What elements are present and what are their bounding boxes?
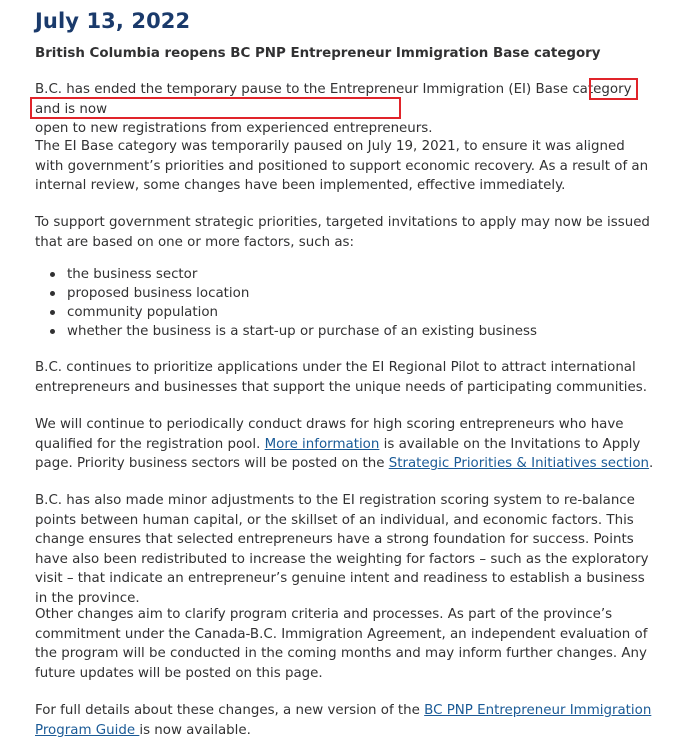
- draws-text-c: .: [649, 456, 654, 471]
- list-item: [67, 265, 537, 284]
- guide-text-b: is now available.: [139, 722, 251, 738]
- highlight-box-line2: [30, 97, 401, 119]
- highlight-box-is-now: [589, 78, 638, 100]
- bullet-icon: [50, 291, 55, 296]
- paragraph-scoring: B.C. has also made minor adjustments to the EI registration scoring system to re-balance points between human capital, or the skillset of an individual, and economic factors. This change ensures that selected entrepreneurs have a strong foundation for success. Points have also been redistributed to increase the weighting for factors – such as the exploratory visit – that indicate an entrepreneur’s genuine intent and readiness to establish a business in the province.: [35, 493, 649, 606]
- article-subtitle: British Columbia reopens BC PNP Entrepreneur Immigration Base category: [35, 46, 601, 61]
- bullet-icon: [50, 329, 55, 334]
- list-item: [67, 322, 537, 341]
- page-date-heading: July 13, 2022: [35, 9, 191, 33]
- program-guide-link[interactable]: BC PNP Entrepreneur Immigration Program Guide: [35, 703, 652, 738]
- list-item-text: whether the business is a start-up or purchase of an existing business: [67, 324, 537, 339]
- list-item-text: the business sector: [67, 267, 198, 282]
- bullet-icon: [50, 310, 55, 315]
- strategic-priorities-link[interactable]: Strategic Priorities & Initiatives section: [388, 456, 650, 471]
- paragraph-draws: [35, 415, 655, 474]
- intro-highlight-line2: open to new registrations from experienced entrepreneurs.: [35, 121, 433, 136]
- intro-highlight-is-now: is now: [64, 101, 108, 117]
- paragraph-strategic: To support government strategic priorities, targeted invitations to apply may now be issued that are based on one or more factors, such as:: [35, 215, 650, 250]
- intro-text-start: B.C. has ended the temporary pause to the Entrepreneur Immigration (EI) Base category and: [35, 82, 632, 117]
- bullet-icon: [50, 272, 55, 277]
- list-item-text: community population: [67, 305, 219, 320]
- more-information-link[interactable]: More information: [264, 436, 380, 452]
- list-item-text: proposed business location: [67, 286, 250, 301]
- paragraph-other-changes: Other changes aim to clarify program criteria and processes. As part of the province’s commitment under the Canada-B.C. Immigration Agreement, an independent evaluation of the program will be conducted in the coming months and may inform further changes. Any future updates will be posted on this page.: [35, 607, 648, 681]
- draws-text-b: is available on the Invitations to Apply page. Priority business sectors will be posted on the: [35, 436, 641, 471]
- paragraph-pause: The EI Base category was temporarily paused on July 19, 2021, to ensure it was aligned with government’s priorities and positioned to support economic recovery. As a result of an internal review, some changes have been implemented, effective immediately.: [35, 139, 649, 193]
- paragraph-program-guide: [35, 701, 655, 740]
- factors-list: [35, 265, 537, 341]
- list-item: [67, 284, 537, 303]
- list-item: [67, 303, 537, 322]
- guide-text-a: For full details about these changes, a new version of the: [35, 703, 425, 718]
- draws-text-a: We will continue to periodically conduct draws for high scoring entrepreneurs who have qualified for the registration pool.: [35, 417, 624, 452]
- paragraph-regional-pilot: B.C. continues to prioritize applications under the EI Regional Pilot to attract international entrepreneurs and businesses that support the unique needs of participating communities.: [35, 360, 647, 395]
